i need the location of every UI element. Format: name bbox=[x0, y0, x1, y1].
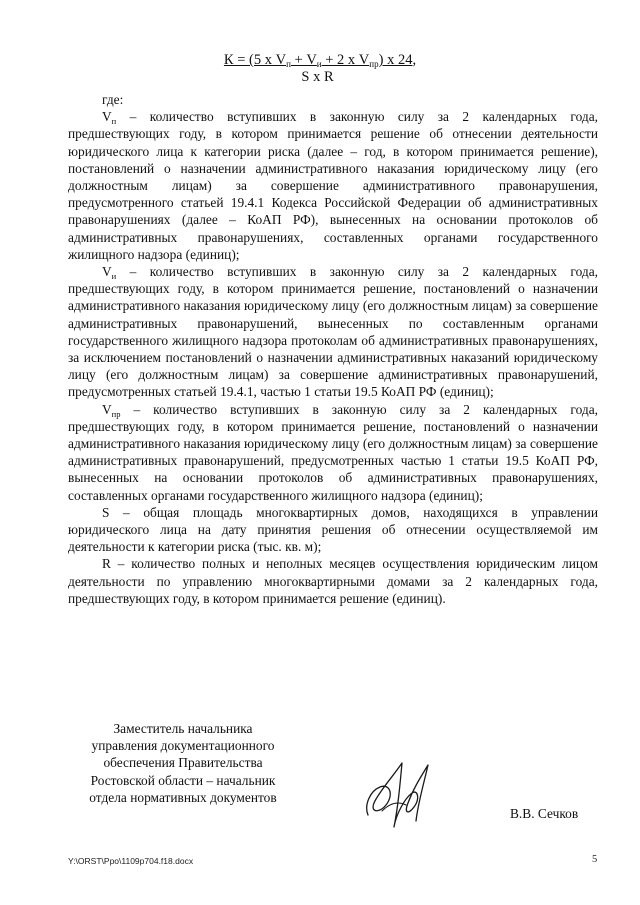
signatory-position bbox=[68, 720, 298, 806]
definition-vpr: $V_{пр}$ – количество вступивших в законную силу за 2 календарных года, предшествующих году, в котором принимается решение, постановлений о назначении административного наказания юридическому лицу (его должностным лицам) за совершение административных правонарушений, предусмотренных частью 1 статьи 19.5 КоАП РФ, вынесенных на основании протоколов об административных правонарушениях, составленных органами государственного жилищного надзора (единиц); bbox=[68, 401, 598, 503]
signatory-line: управления документационного bbox=[91, 738, 275, 754]
intro-where: где: bbox=[102, 92, 124, 107]
signatory-line: обеспечения Правительства bbox=[103, 755, 263, 771]
definition-r: R – количество полных и неполных месяцев осуществления юридическим лицом деятельности по управлению многоквартирными домами за 2 календарных года, предшествующих году, в котором принимается решение (единиц). bbox=[68, 556, 598, 606]
signatory-line: отдела нормативных документов bbox=[89, 789, 277, 805]
formula-denominator: S х R bbox=[301, 69, 334, 85]
risk-formula bbox=[0, 52, 640, 86]
file-path: Y:\ORST\Ppo\1109p704.f18.docx bbox=[68, 856, 194, 866]
signatory-name: В.В. Сечков bbox=[510, 806, 579, 821]
definition-vn: $V_п$ – количество вступивших в законную силу за 2 календарных года, предшествующих году, в котором принимается решение об отнесении деятельности юридического лица к категории риска (далее – год, в котором принимается решение), постановлений о назначении административного наказания юридическому лицу (его должностным лицам) за совершение административного правонарушения, предусмотренного статьей 19.4.1 Кодекса Российской Федерации об административных правонарушениях (далее – КоАП РФ), вынесенных на основании протоколов об административных правонарушениях, составленных органами государственного жилищного надзора (единиц); bbox=[68, 109, 598, 262]
signatory-line: Заместитель начальника bbox=[113, 721, 253, 736]
handwritten-signature bbox=[360, 755, 440, 835]
page-number: 5 bbox=[592, 854, 598, 865]
definition-vi: $V_и$ – количество вступивших в законную силу за 2 календарных года, предшествующих году, в котором принимается решение, постановлений о назначении административного наказания юридическому лицу (его должностным лицам) за совершение административных правонарушений, вынесенных по составленным органами государственного жилищного надзора протоколам об административных правонарушениях, за исключением постановлений о назначении административных наказаний юридическому лицу (его должностным лицам) за совершение административных правонарушений, предусмотренных статьей 19.4.1, частью 1 статьи 19.5 КоАП РФ (единиц); bbox=[68, 264, 598, 400]
definitions-text bbox=[68, 91, 598, 607]
formula-numerator: К = (5 х $V_п + V_и + 2$ х $V_{пр}$) х 24, bbox=[223, 52, 417, 69]
signatory-line: Ростовской области – начальник bbox=[90, 772, 276, 788]
definition-s: S – общая площадь многоквартирных домов, находящихся в управлении юридического лица на дату принятия решения об отнесении осуществляемой им деятельности к категории риска (тыс. кв. м); bbox=[68, 504, 598, 555]
